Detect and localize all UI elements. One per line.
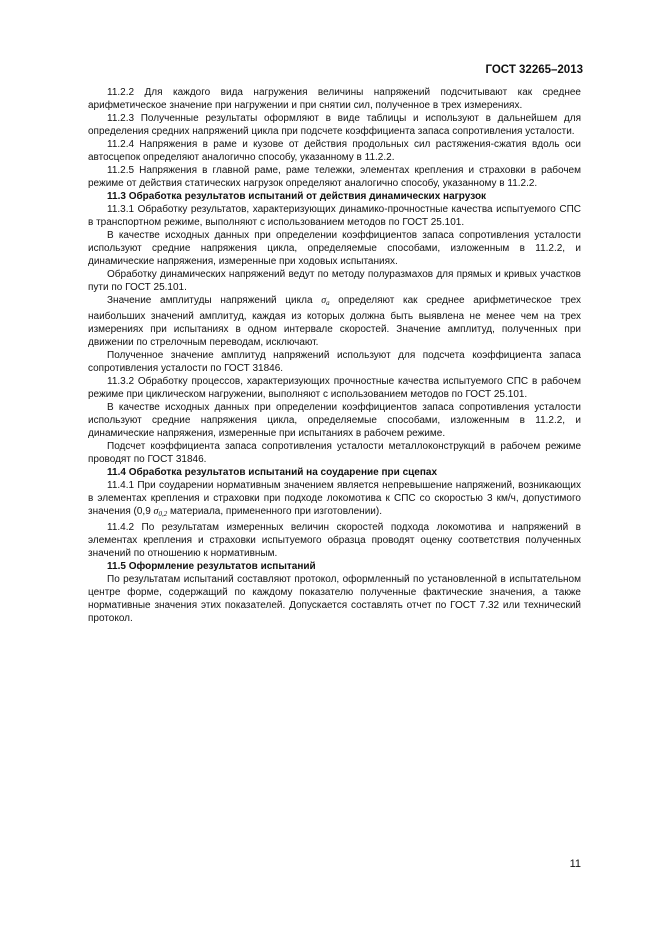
paragraph-initial-data-transport: В качестве исходных данных при определении коэффициентов запаса сопротивления усталости используют средние напряжения цикла, определяемые способами, изложенным в 11.2.2, и динамические напряжения, измеренные при ходовых испытаниях. <box>88 230 581 267</box>
paragraph-11-4-2: 11.4.2 По результатам измеренных величин скоростей подхода локомотива и напряжений в элементах крепления и страховки испытуемого образца проводят оценку соответствия полученных значений по отношению к нормативным. <box>88 522 581 559</box>
paragraph-half-range-method: Обработку динамических напряжений ведут по методу полуразмахов для прямых и кривых участков пути по ГОСТ 25.101. <box>88 269 581 293</box>
page-number: 11 <box>569 858 581 870</box>
paragraph-fatigue-calculation: Подсчет коэффициента запаса сопротивления усталости металлоконструкций в рабочем режиме проводят по ГОСТ 31846. <box>88 441 581 465</box>
paragraph-11-3-2: 11.3.2 Обработку процессов, характеризующих прочностные качества испытуемого СПС в рабочем режиме при циклическом нагружении, выполняют с использованием методов по ГОСТ 25.101. <box>88 376 581 400</box>
section-heading-11-3: 11.3 Обработка результатов испытаний от действия динамических нагрузок <box>107 191 487 202</box>
document-body <box>88 86 581 625</box>
paragraph-amplitude-usage: Полученное значение амплитуд напряжений используют для подсчета коэффициента запаса сопротивления усталости по ГОСТ 31846. <box>88 350 581 374</box>
paragraph-11-2-2: 11.2.2 Для каждого вида нагружения величины напряжений подсчитывают как среднее арифметическое значение при нагружении и при снятии сил, полученное в трех измерениях. <box>88 87 581 111</box>
paragraph-11-3-1: 11.3.1 Обработку результатов, характеризующих динамико-прочностные качества испытуемого СПС в транспортном режиме, выполняют с использованием методов по ГОСТ 25.101. <box>88 204 581 228</box>
paragraph-11-4-1 <box>88 479 581 521</box>
paragraph-11-2-5: 11.2.5 Напряжения в главной раме, раме тележки, элементах крепления и страховки в рабочем режиме от действия статических нагрузок определяют аналогично способу, указанному в 11.2.2. <box>88 165 581 189</box>
sigma-symbol: σ <box>321 295 327 306</box>
sigma-subscript: a <box>326 299 330 307</box>
paragraph-11-2-4: 11.2.4 Напряжения в раме и кузове от действия продольных сил растяжения-сжатия вдоль оси автосцепок определяют аналогично способу, указанному в 11.2.2. <box>88 139 581 163</box>
paragraph-test-report: По результатам испытаний составляют протокол, оформленный по установленной в испытательном центре форме, содержащий по каждому показателю полученные фактические значения, а также нормативные значения этих показателей. Допускается составлять отчет по ГОСТ 7.32 или технический протокол. <box>88 574 581 624</box>
sigma-subscript: 0,2 <box>158 510 168 518</box>
collision-text-end: материала, примененного при изготовлении). <box>167 506 382 517</box>
paragraph-11-2-3: 11.2.3 Полученные результаты оформляют в виде таблицы и используют в дальнейшем для определения средних напряжений цикла при подсчете коэффициента запаса сопротивления усталости. <box>88 113 581 137</box>
amplitude-text-end: определяют как среднее арифметическое трех наибольших значений амплитуд, каждая из которых должна быть выявлена не менее чем на трех измерениях при испытаниях в одном интервале скоростей. Значение амплитуд, полученных при движении по стрелочным переводам, исключают. <box>88 295 582 348</box>
paragraph-initial-data-working: В качестве исходных данных при определении коэффициентов запаса сопротивления усталости используют средние напряжения цикла, определяемые способами, изложенным в 11.2.2, и динамические напряжения, измеренные при испытаниях в рабочем режиме. <box>88 402 581 439</box>
document-header: ГОСТ 32265–2013 <box>485 64 583 76</box>
amplitude-text-start: Значение амплитуды напряжений цикла <box>107 295 322 306</box>
section-heading-11-4: 11.4 Обработка результатов испытаний на соударение при сцепах <box>107 467 437 478</box>
collision-text-start: 11.4.1 При соударении нормативным значением является непревышение напряжений, возникающих в элементах крепления и страховки при подходе локомотива к СПС со скоростью 3 км/ч, допустимого значения (0,9 <box>88 480 581 517</box>
paragraph-amplitude-value <box>88 294 581 349</box>
section-heading-11-5: 11.5 Оформление результатов испытаний <box>107 561 316 572</box>
sigma-symbol: σ <box>153 506 159 517</box>
